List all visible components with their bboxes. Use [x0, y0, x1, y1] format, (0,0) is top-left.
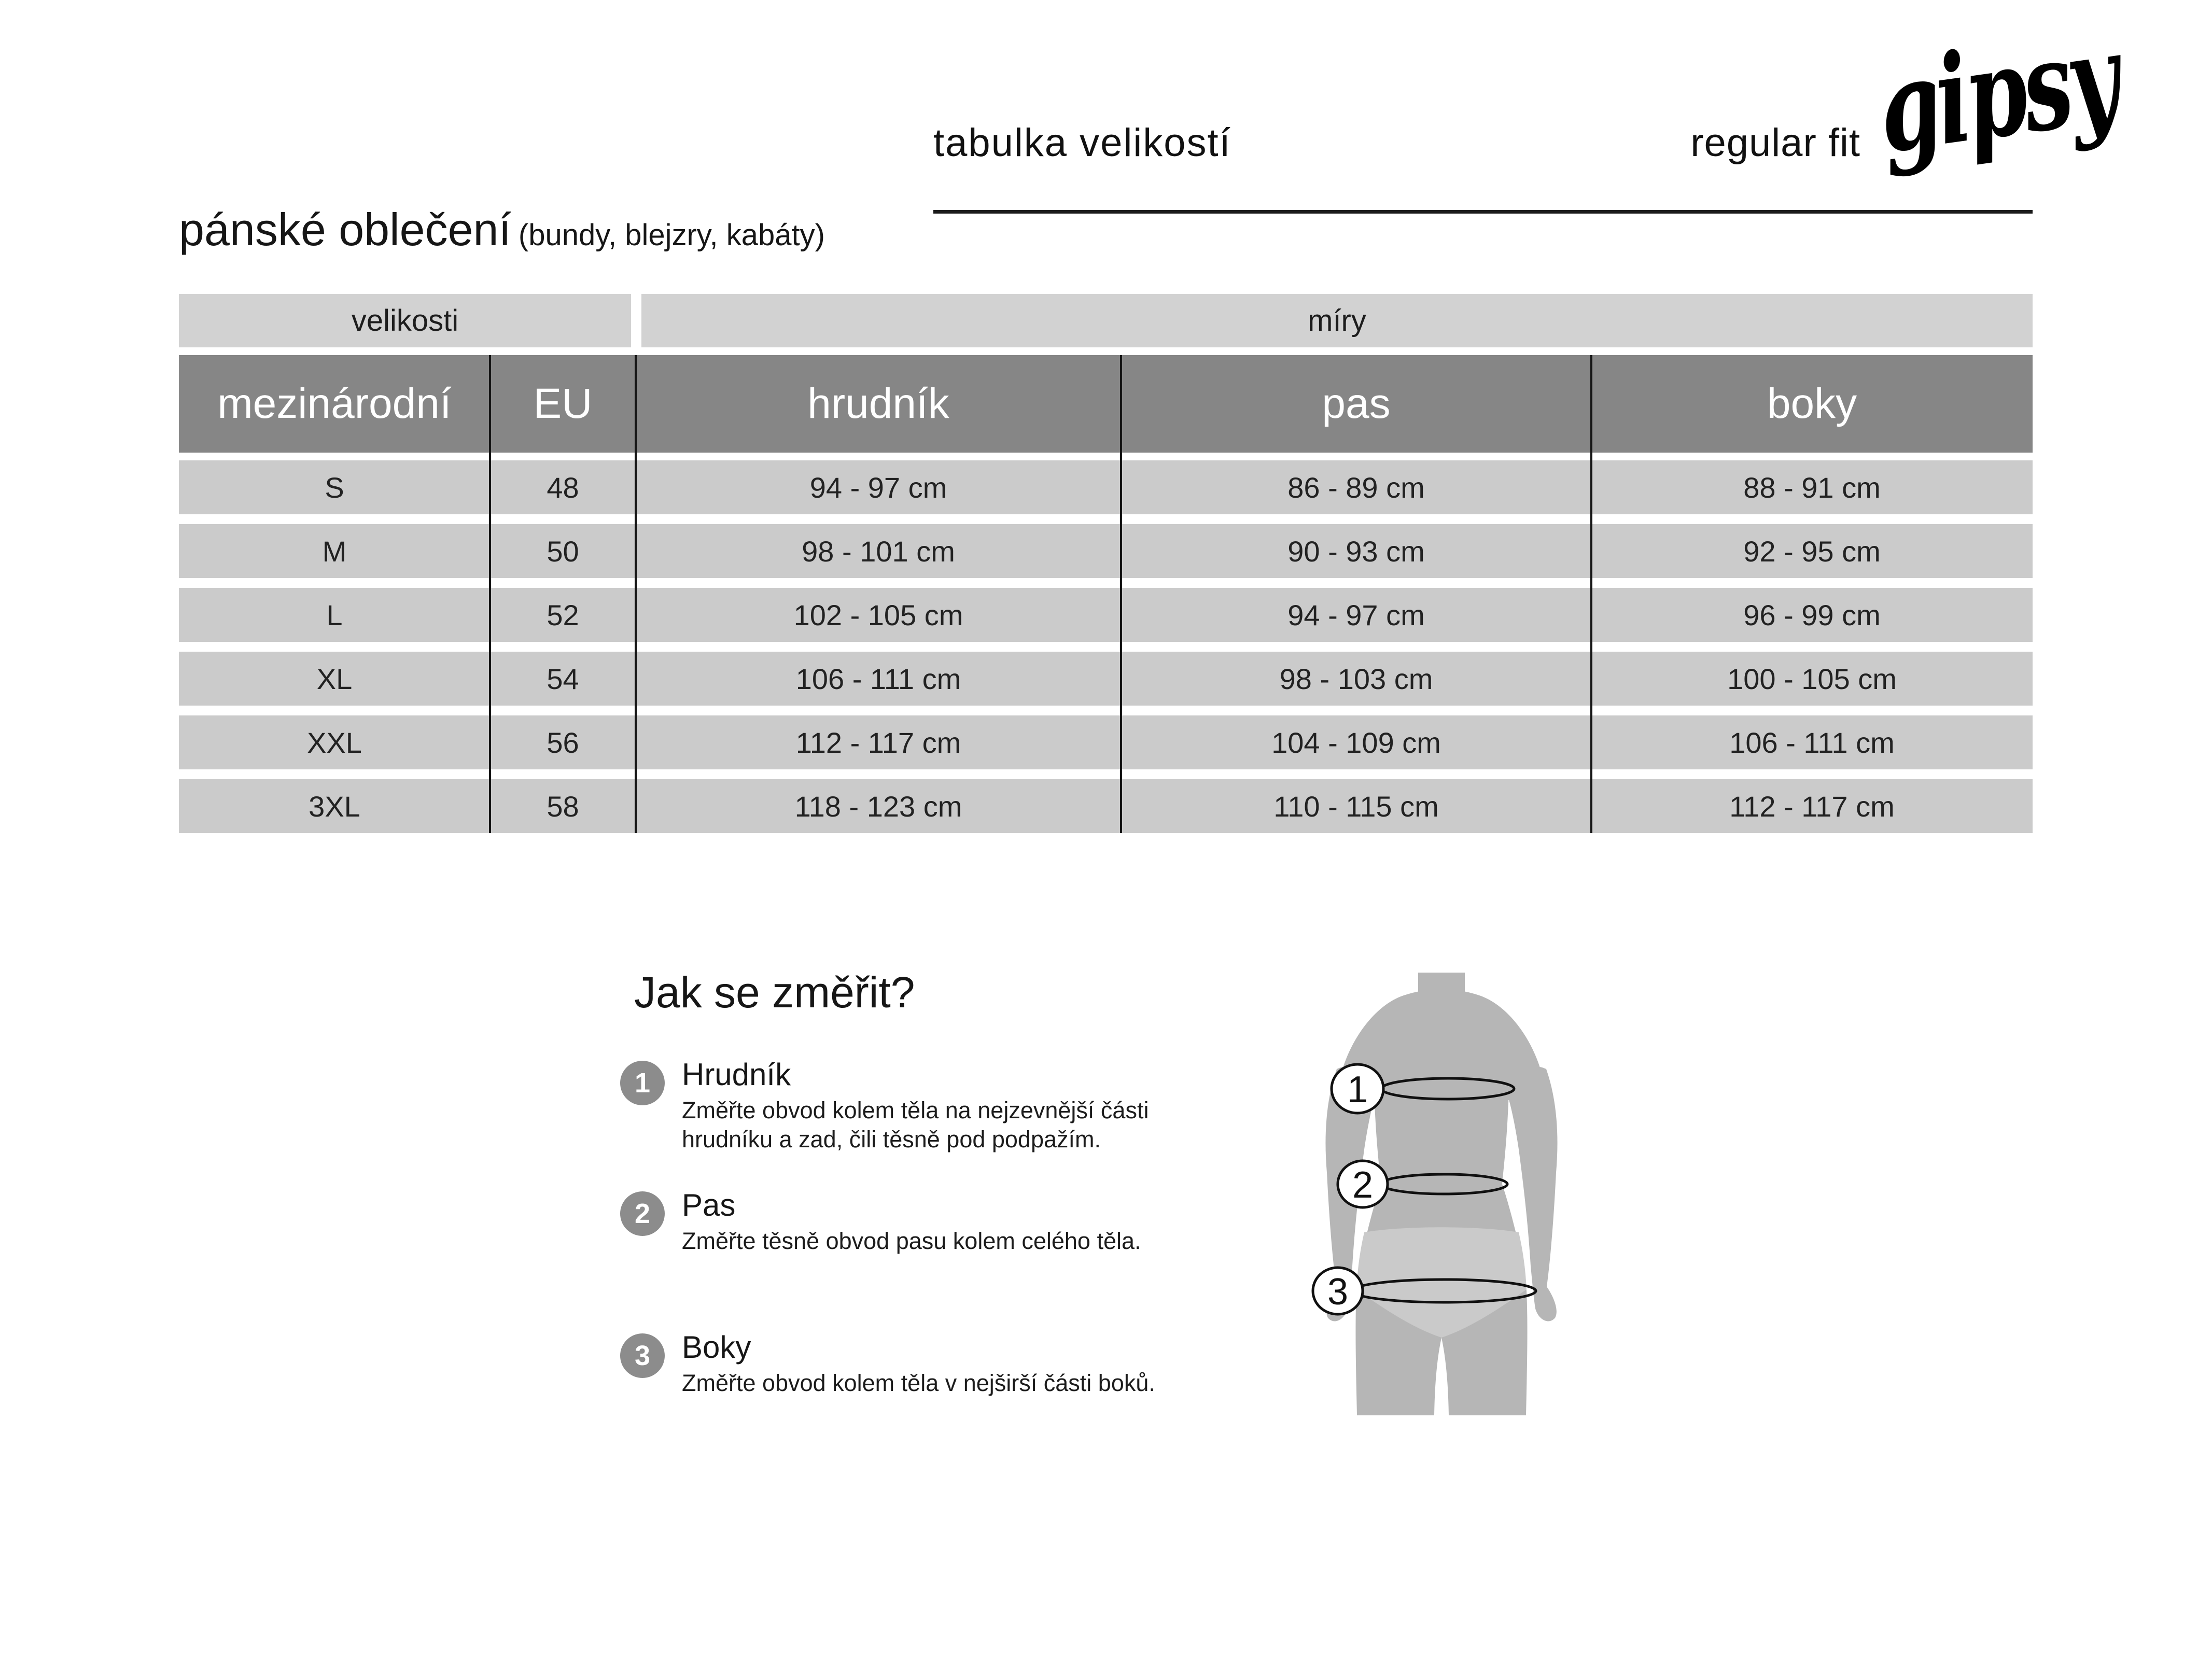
table-cell: 112 - 117 cm	[795, 726, 961, 759]
step-description: Změřte obvod kolem těla v nejširší části boků.	[682, 1370, 1155, 1396]
step-number: 1	[634, 1067, 651, 1099]
table-cell: 106 - 111 cm	[1729, 726, 1895, 759]
table-cell: 94 - 97 cm	[1287, 598, 1425, 631]
table-cell: L	[326, 598, 343, 631]
marker-label-1: 1	[1347, 1069, 1368, 1110]
table-cell: 48	[547, 471, 579, 504]
measure-step-hips	[620, 1330, 1242, 1398]
fit-label: regular fit	[1690, 121, 1860, 165]
group-header-sizes: velikosti	[179, 294, 631, 347]
column-header-waist: pas	[1322, 380, 1391, 427]
how-to-measure-title: Jak se změřit?	[634, 968, 915, 1017]
table-cell: 56	[547, 726, 579, 759]
table-row	[179, 652, 2033, 706]
step-description: Změřte obvod kolem těla na nejzevnější části hrudníku a zad, čili těsně pod podpažím.	[682, 1097, 1149, 1152]
step-number-badge	[620, 1061, 665, 1105]
table-cell: 110 - 115 cm	[1273, 790, 1439, 823]
step-name: Pas	[682, 1188, 736, 1222]
table-cell: 50	[547, 535, 579, 568]
page-title: tabulka velikostí	[933, 121, 1231, 165]
table-cell: 118 - 123 cm	[794, 790, 962, 823]
table-cell: 98 - 101 cm	[802, 535, 955, 568]
table-cell: 112 - 117 cm	[1729, 790, 1895, 823]
brand-logo: gipsy	[1869, 6, 2125, 181]
table-cell: XL	[316, 662, 353, 695]
header-divider	[933, 210, 2033, 214]
column-divider	[489, 355, 491, 833]
marker-label-2: 2	[1352, 1164, 1374, 1206]
table-row	[179, 779, 2033, 833]
body-measurement-diagram	[1268, 965, 1620, 1422]
section-title	[179, 203, 825, 256]
measure-step-waist	[620, 1188, 1242, 1256]
step-number: 2	[634, 1198, 651, 1229]
table-cell: 96 - 99 cm	[1743, 598, 1881, 631]
table-header-row	[179, 355, 2033, 453]
column-divider	[1120, 355, 1122, 833]
table-cell: 94 - 97 cm	[809, 471, 947, 504]
table-cell: M	[322, 535, 347, 568]
table-cell: 104 - 109 cm	[1271, 726, 1441, 759]
step-number-badge	[620, 1191, 665, 1236]
section-title-sub: (bundy, blejzry, kabáty)	[518, 218, 825, 252]
table-cell: 88 - 91 cm	[1743, 471, 1881, 504]
table-cell: 58	[547, 790, 579, 823]
table-cell: 102 - 105 cm	[793, 598, 963, 631]
column-header-hips: boky	[1767, 380, 1857, 427]
column-header-eu: EU	[533, 380, 593, 427]
column-divider	[635, 355, 637, 833]
table-row	[179, 588, 2033, 642]
column-divider	[1590, 355, 1592, 833]
table-cell: XXL	[307, 726, 362, 759]
measure-step-chest	[620, 1058, 1242, 1154]
table-cell: 86 - 89 cm	[1287, 471, 1425, 504]
table-row	[179, 460, 2033, 514]
table-cell: S	[325, 471, 344, 504]
step-description: Změřte těsně obvod pasu kolem celého těla.	[682, 1228, 1141, 1254]
group-header-measures: míry	[641, 294, 2033, 347]
table-cell: 54	[547, 662, 579, 695]
table-cell: 92 - 95 cm	[1743, 535, 1881, 568]
table-cell: 90 - 93 cm	[1287, 535, 1425, 568]
column-header-chest: hrudník	[807, 380, 949, 427]
step-number-badge	[620, 1333, 665, 1378]
section-title-main: pánské oblečení	[179, 204, 511, 255]
table-cell: 100 - 105 cm	[1727, 662, 1897, 695]
step-number: 3	[634, 1340, 651, 1371]
table-row	[179, 524, 2033, 578]
step-name: Boky	[682, 1330, 751, 1365]
marker-label-3: 3	[1327, 1271, 1349, 1313]
table-cell: 98 - 103 cm	[1279, 662, 1433, 695]
table-cell: 52	[547, 598, 579, 631]
column-header-international: mezinárodní	[217, 380, 452, 427]
table-row	[179, 715, 2033, 769]
size-table	[179, 294, 2033, 833]
table-cell: 3XL	[309, 790, 360, 823]
table-cell: 106 - 111 cm	[795, 662, 961, 695]
step-name: Hrudník	[682, 1057, 791, 1092]
